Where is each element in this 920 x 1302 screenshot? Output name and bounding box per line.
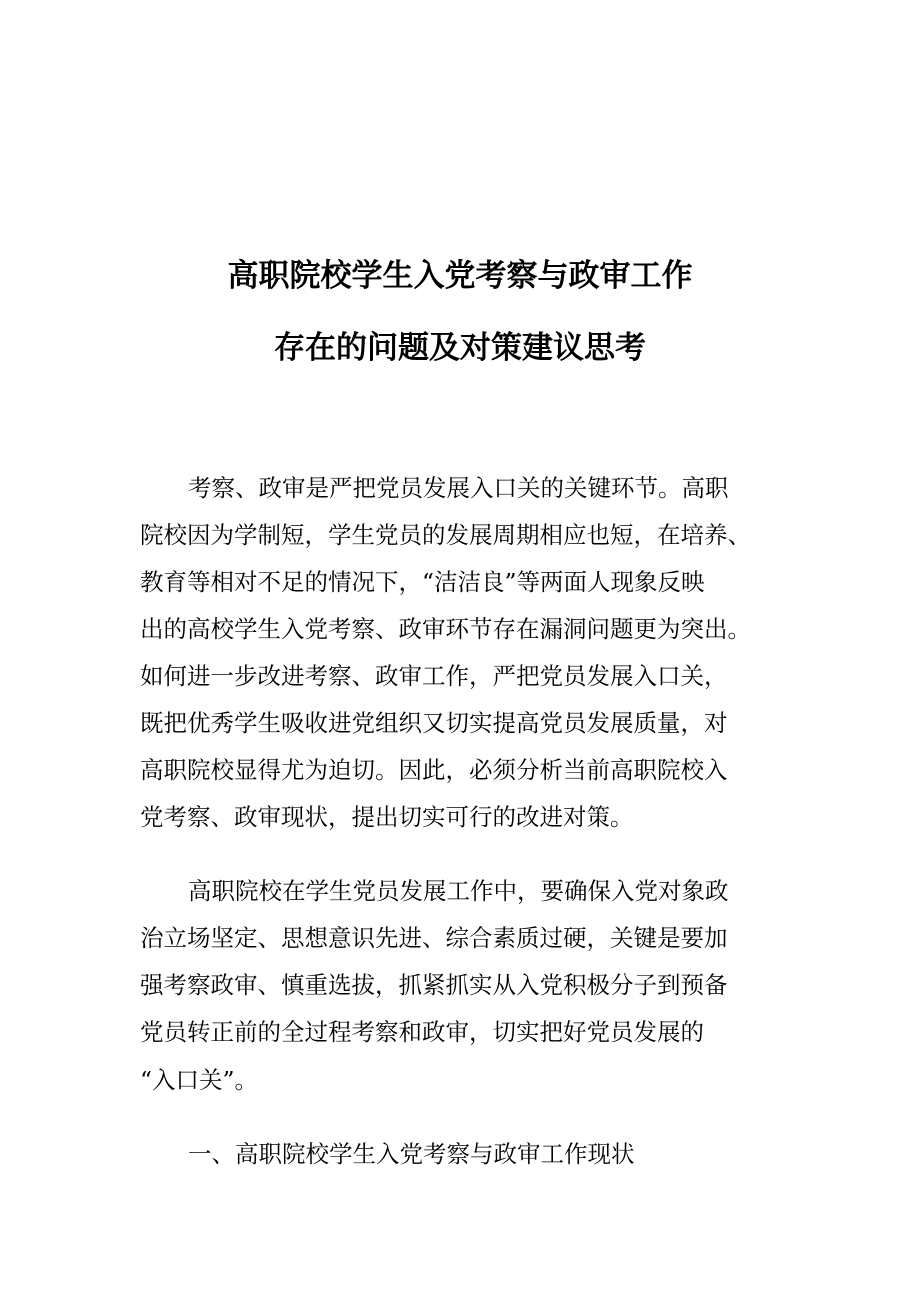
paragraph-1-line-5: 如何进一步改进考察、政审工作，严把党员发展入口关， [140, 662, 728, 690]
document-title-line-2: 存在的问题及对策建议思考 [274, 330, 646, 366]
paragraph-2-line-4: 党员转正前的全过程考察和政审，切实把好党员发展的 [140, 1018, 704, 1046]
paragraph-1-line-6: 既把优秀学生吸收进党组织又切实提高党员发展质量，对 [140, 709, 728, 737]
paragraph-2-line-2: 治立场坚定、思想意识先进、综合素质过硬，关键是要加 [140, 924, 728, 952]
paragraph-1-line-8: 党考察、政审现状，提出切实可行的改进对策。 [140, 803, 634, 831]
paragraph-1-line-4: 出的高校学生入党考察、政审环节存在漏洞问题更为突出。 [140, 615, 751, 643]
paragraph-1-line-7: 高职院校显得尤为迫切。因此，必须分析当前高职院校入 [140, 756, 728, 784]
paragraph-1-line-1: 考察、政审是严把党员发展入口关的关键环节。高职 [188, 474, 729, 502]
paragraph-1-line-2: 院校因为学制短，学生党员的发展周期相应也短，在培养、 [140, 521, 751, 549]
section-heading: 一、高职院校学生入党考察与政审工作现状 [188, 1140, 635, 1168]
document-title-line-1: 高职院校学生入党考察与政审工作 [227, 258, 693, 294]
paragraph-2-line-1: 高职院校在学生党员发展工作中，要确保入党对象政 [188, 877, 729, 905]
paragraph-2-line-3: 强考察政审、慎重选拔，抓紧抓实从入党积极分子到预备 [140, 971, 728, 999]
paragraph-1-line-3: 教育等相对不足的情况下，“洁洁良”等两面人现象反映 [140, 568, 705, 596]
paragraph-2-line-5: “入口关”。 [140, 1066, 259, 1094]
